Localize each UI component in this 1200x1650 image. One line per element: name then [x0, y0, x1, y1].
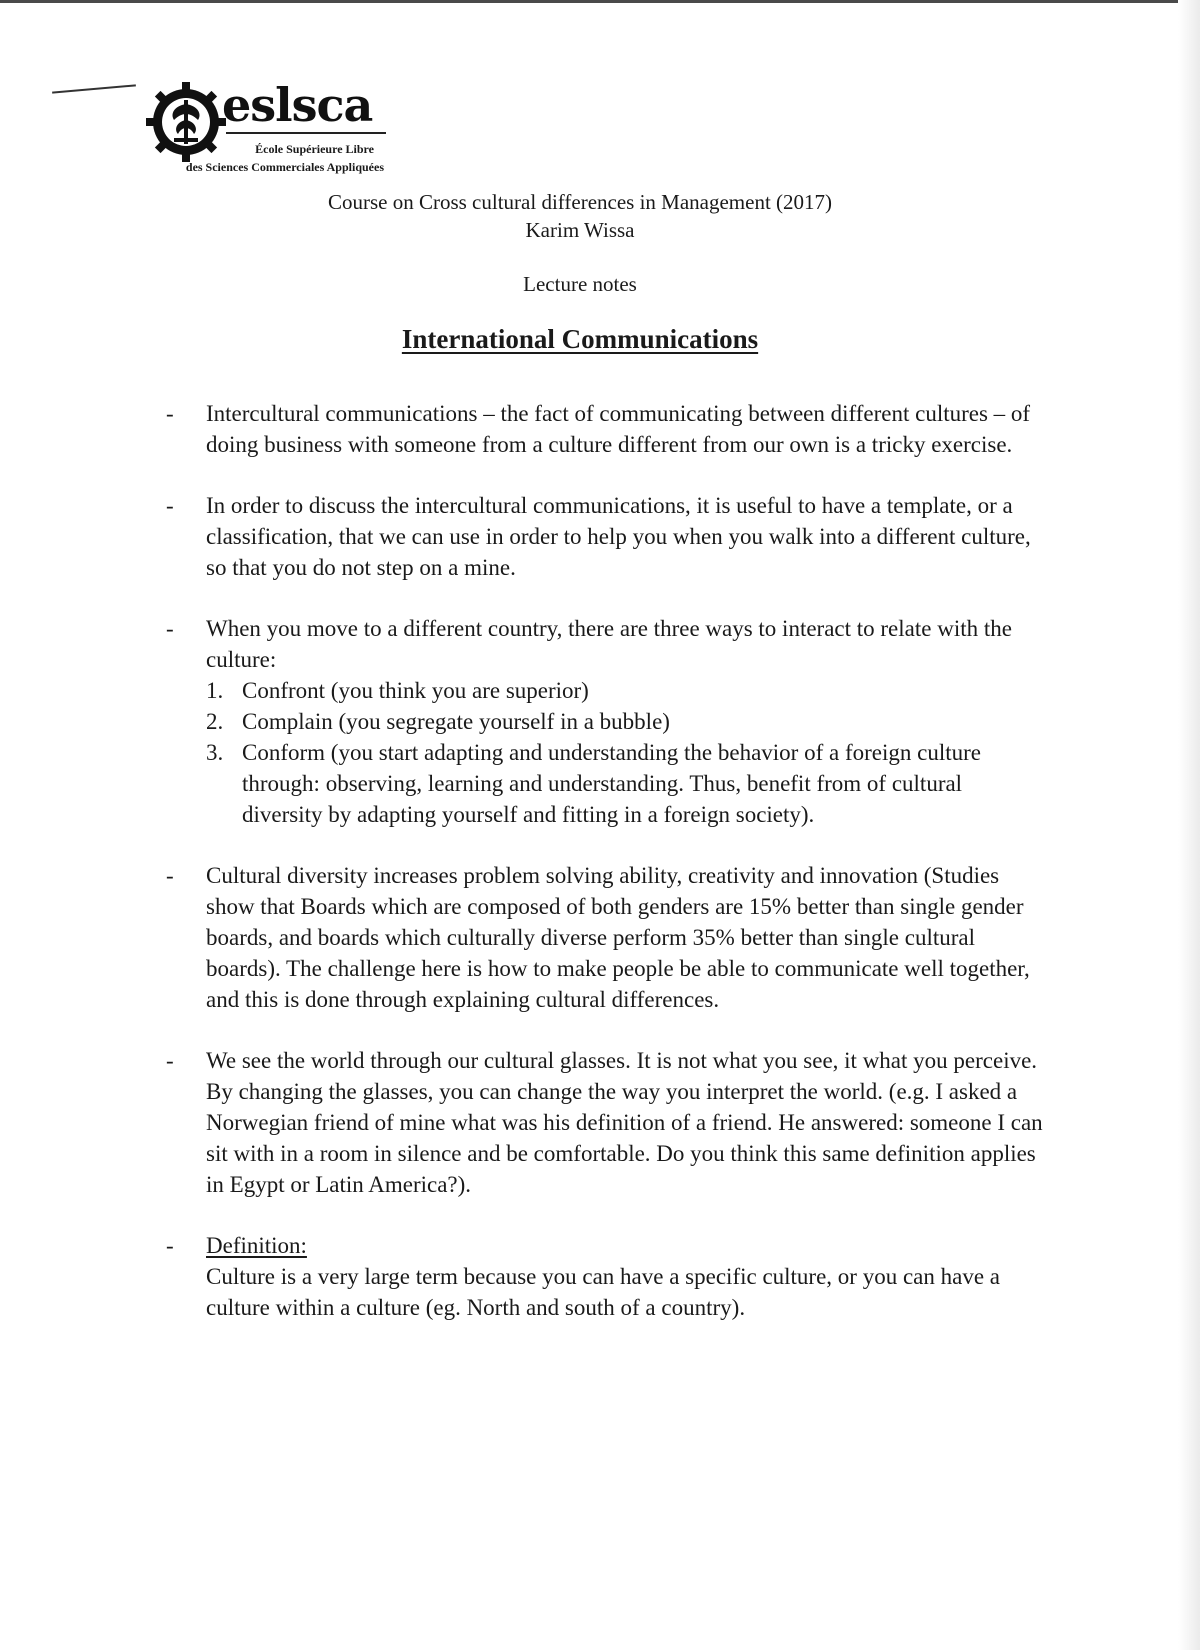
logo-subtitle-line2: des Sciences Commerciales Appliquées	[185, 160, 384, 174]
bullet-dash: -	[166, 1048, 174, 1073]
bullet-text: Cultural diversity increases problem solving ability, creativity and innovation (Studies show that Boards which are composed of both genders are 15% better than single gender boards, and boards which culturally diverse perform 35% better than single cultural boards). The challenge here is how to make people be able to communicate well together, and this is done through explaining cultural differences.	[206, 863, 1030, 1012]
scan-right-edge	[1178, 0, 1200, 1650]
course-title: Course on Cross cultural differences in Management (2017)	[327, 190, 833, 214]
gear-emblem-icon	[144, 80, 228, 164]
bullet-dash: -	[166, 863, 174, 888]
section-heading-definition: Definition:	[206, 1233, 307, 1258]
eslsca-logo	[144, 80, 394, 180]
list-item-text: Confront (you think you are superior)	[242, 678, 589, 703]
bullet-item	[166, 398, 1046, 460]
logo-subtitle-line1: École Supérieure Libre	[255, 142, 374, 156]
notes-body	[166, 398, 1046, 1353]
numbered-list	[206, 675, 1046, 830]
scan-top-edge	[0, 0, 1200, 3]
bullet-text: In order to discuss the intercultural communications, it is useful to have a template, or a classification, that we can use in order to help you when you walk into a different culture, so that you do not step on a mine.	[206, 493, 1031, 580]
bullet-dash: -	[166, 1233, 174, 1258]
bullet-dash: -	[166, 493, 174, 518]
bullet-text: When you move to a different country, there are three ways to interact to relate with the culture:	[206, 616, 1012, 672]
bullet-text: Intercultural communications – the fact of communicating between different cultures – of doing business with someone from a culture different from our own is a tricky exercise.	[206, 401, 1031, 457]
page-title: International Communications	[401, 324, 759, 354]
bullet-item	[166, 490, 1046, 583]
bullet-item	[166, 1230, 1046, 1323]
list-item-text: Complain (you segregate yourself in a bubble)	[242, 709, 670, 734]
author-name: Karim Wissa	[525, 218, 635, 242]
document-header	[0, 188, 1160, 298]
bullet-text: Culture is a very large term because you can have a specific culture, or you can have a culture within a culture (eg. North and south of a country).	[206, 1264, 1001, 1320]
bullet-item	[166, 613, 1046, 830]
bullet-item	[166, 860, 1046, 1015]
pen-mark	[52, 84, 136, 93]
list-number: 2.	[206, 709, 224, 734]
list-item	[206, 706, 1046, 737]
logo-rule	[226, 132, 386, 134]
document-type: Lecture notes	[523, 272, 637, 296]
list-item	[206, 737, 1046, 830]
list-item	[206, 675, 1046, 706]
bullet-dash: -	[166, 616, 174, 641]
bullet-text: We see the world through our cultural glasses. It is not what you see, it what you perceive. By changing the glasses, you can change the way you interpret the world. (e.g. I asked a Norwegian friend of mine what was his definition of a friend. He answered: someone I can sit with in a room in silence and be comfortable. Do you think this same definition applies in Egypt or Latin America?).	[206, 1048, 1043, 1197]
list-item-text: Conform (you start adapting and understanding the behavior of a foreign culture through: observing, learning and understanding. Thus, benefit from of cultural diversity by adapting yourself and fitting in a foreign society).	[242, 740, 981, 827]
bullet-dash: -	[166, 401, 174, 426]
logo-wordmark: eslsca	[222, 78, 373, 132]
list-number: 3.	[206, 740, 224, 765]
bullet-item	[166, 1045, 1046, 1200]
list-number: 1.	[206, 678, 224, 703]
